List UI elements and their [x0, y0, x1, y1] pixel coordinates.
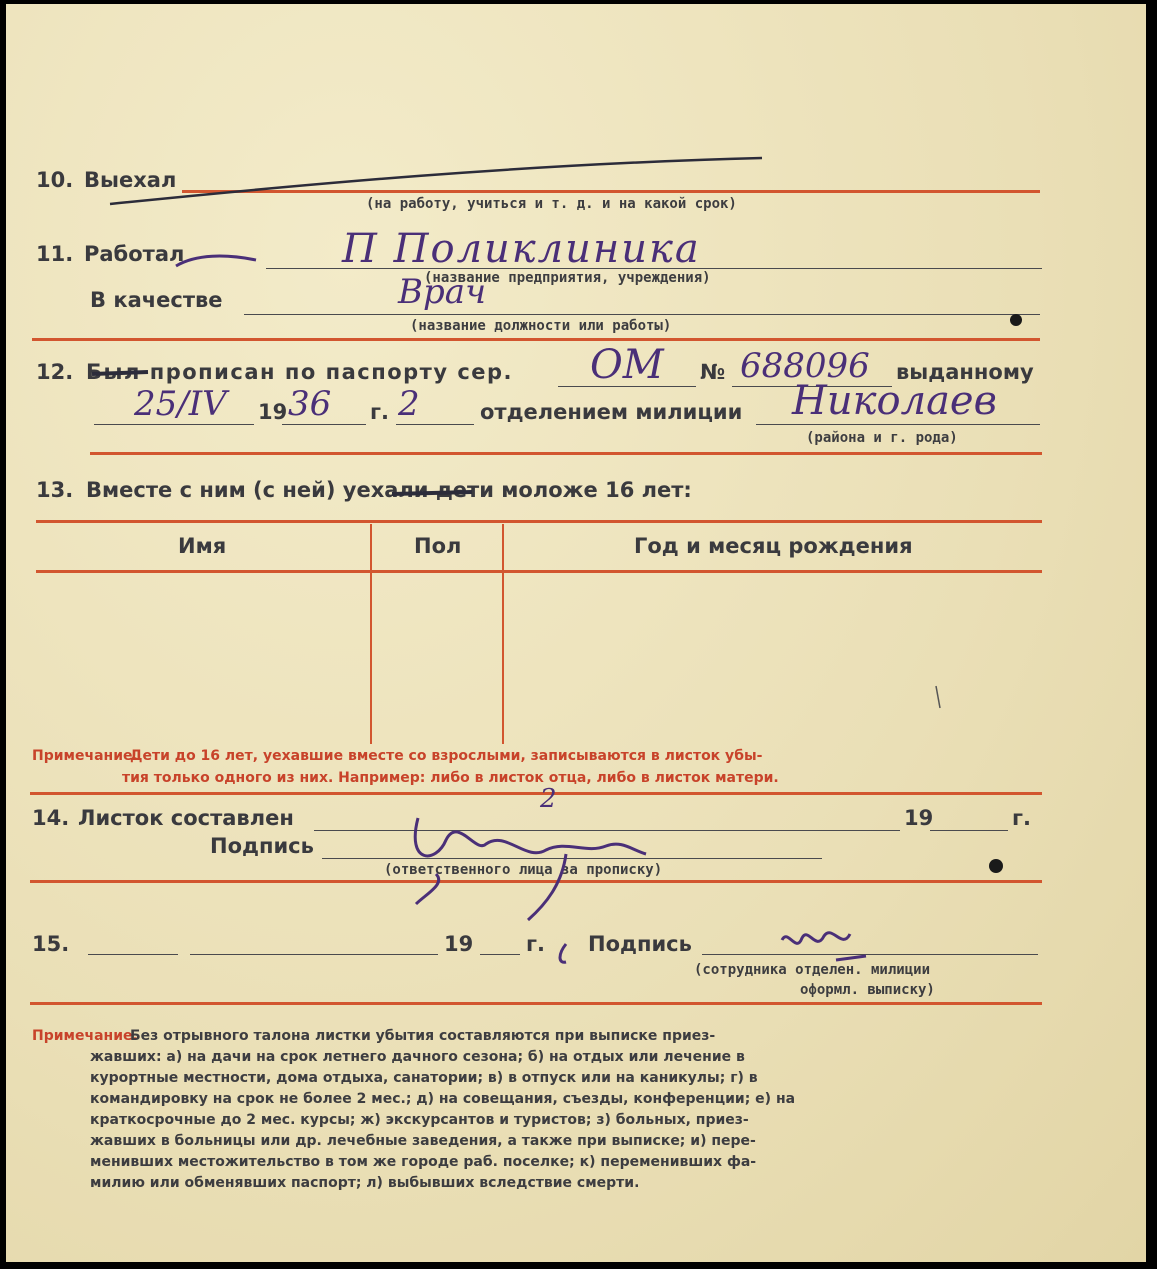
issue-year-handwriting: 36 — [288, 384, 332, 424]
row14-day-handwriting: 2 — [540, 784, 557, 814]
row13-text: Вместе с ним (с ней) уехали дети моложе 16 лет: — [86, 478, 692, 502]
row11-position-caption: (название должности или работы) — [410, 318, 672, 334]
passport-number-handwriting: 688096 — [740, 346, 870, 386]
struck-word-stroke — [92, 372, 148, 374]
city-handwriting: Николаев — [792, 378, 997, 424]
row14-year-prefix: 19 — [904, 806, 934, 830]
note2-line-0: Без отрывного талона листки убытия составляются при выписке приез- — [130, 1028, 716, 1044]
row11-number: 11. — [36, 242, 74, 266]
position-handwriting: Врач — [398, 272, 487, 312]
punch-hole-2 — [989, 859, 1003, 873]
struck-ukhali-stroke — [392, 492, 472, 494]
row10-label: Выехал — [84, 168, 177, 192]
number-sign: № — [700, 360, 726, 384]
row11-org-caption: (название предприятия, учреждения) — [424, 270, 711, 286]
note2-head: Примечание. — [32, 1028, 138, 1044]
punch-hole-1 — [1010, 314, 1022, 326]
row12-number: 12. — [36, 360, 74, 384]
militia-dept-label: отделением милиции — [480, 400, 743, 424]
region-caption: (района и г. рода) — [806, 430, 958, 446]
row14-label: Листок составлен — [78, 806, 294, 830]
table-header-name: Имя — [178, 534, 227, 558]
row11-label: Работал — [84, 242, 185, 266]
row14-sig-label: Подпись — [210, 834, 314, 858]
row10-number: 10. — [36, 168, 74, 192]
employer-handwriting: П Поликлиника — [342, 226, 701, 272]
row11-position-label: В качестве — [90, 288, 223, 312]
note2-line-7: милию или обменявших паспорт; л) выбывших вследствие смерти. — [90, 1175, 640, 1191]
row15-year-prefix: 19 — [444, 932, 474, 956]
note2-line-1: жавших: а) на дачи на срок летнего дачного сезона; б) на отдых или лечение в — [90, 1049, 745, 1065]
note2-line-5: жавших в больницы или др. лечебные заведения, а также при выписке; и) пере- — [90, 1133, 756, 1149]
row10-caption: (на работу, учиться и т. д. и на какой срок) — [366, 196, 737, 212]
year-prefix-12: 19 — [258, 400, 288, 424]
note2-line-2: курортные местности, дома отдыха, санатории; в) в отпуск или на каникулы; г) в — [90, 1070, 758, 1086]
row14-number: 14. — [32, 806, 70, 830]
note1-line1: Дети до 16 лет, уехавшие вместе со взрослыми, записываются в листок убы- — [130, 748, 763, 764]
militia-dept-handwriting: 2 — [398, 384, 420, 424]
row10-dash-stroke — [110, 158, 762, 204]
row15-year-suffix: г. — [526, 932, 545, 956]
issued-label: выданному — [896, 360, 1034, 384]
pencil-mark — [936, 686, 940, 708]
row15-number: 15. — [32, 932, 70, 956]
row14-year-suffix: г. — [1012, 806, 1031, 830]
note1-line2: тия только одного из них. Например: либо в листок отца, либо в листок матери. — [122, 770, 779, 786]
row12-text: Был прописан по паспорту сер. — [86, 360, 514, 384]
table-header-sex: Пол — [414, 534, 462, 558]
row15-caption-1: (сотрудника отделен. милиции — [694, 962, 931, 978]
militia-signature — [560, 933, 866, 963]
responsible-signature — [415, 818, 646, 920]
row15-sig-label: Подпись — [588, 932, 692, 956]
issue-date-handwriting: 25/IV — [134, 384, 227, 424]
table-header-birth: Год и месяц рождения — [634, 534, 913, 558]
struck-ending-stroke — [176, 256, 256, 266]
passport-series-handwriting: ОМ — [590, 342, 664, 388]
note2-line-3: командировку на срок не более 2 мес.; д) на совещания, съезды, конференции; е) на — [90, 1091, 796, 1107]
row15-caption-2: оформл. выписку) — [800, 982, 935, 998]
handwritten-marks — [6, 4, 1146, 1262]
row13-number: 13. — [36, 478, 74, 502]
year-suffix-12: г. — [370, 400, 389, 424]
row14-caption: (ответственного лица за прописку) — [384, 862, 663, 878]
note2-line-6: менивших местожительство в том же городе раб. поселке; к) переменивших фа- — [90, 1154, 757, 1170]
form-sheet — [6, 4, 1146, 1262]
note1-head: Примечание. — [32, 748, 138, 764]
note2-line-4: краткосрочные до 2 мес. курсы; ж) экскурсантов и туристов; з) больных, приез- — [90, 1112, 749, 1128]
